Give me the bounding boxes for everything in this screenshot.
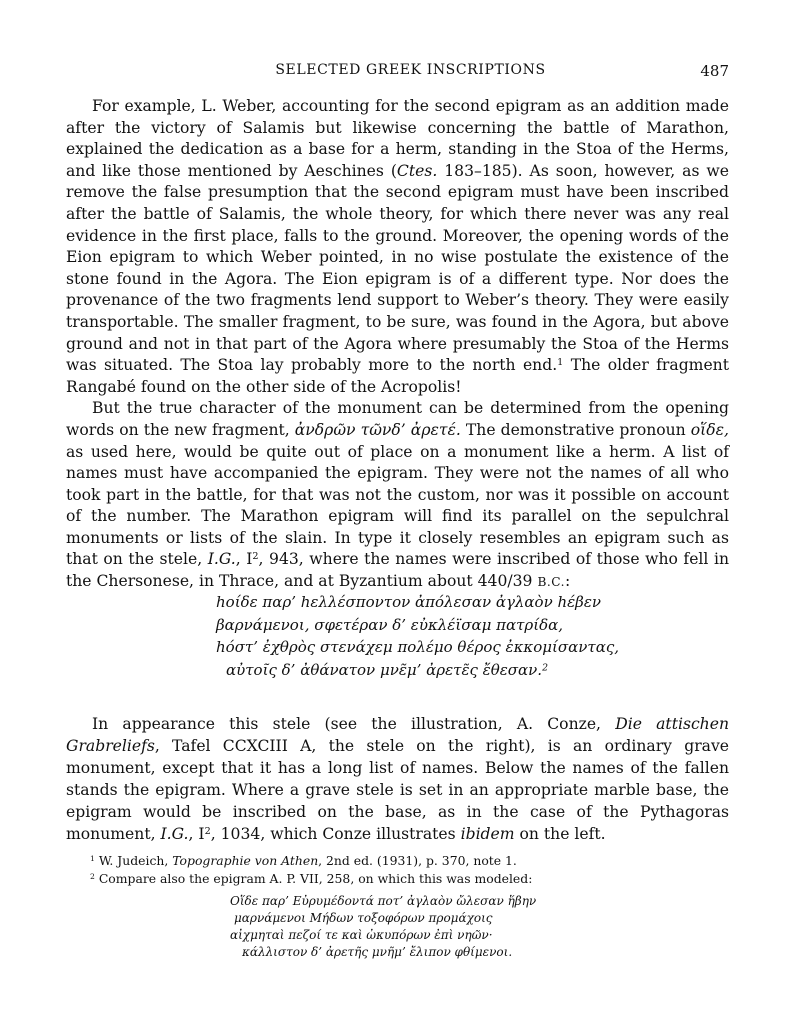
ig-superscript: 2	[252, 551, 259, 563]
paragraph-2-text-c: as used here, would be quite out of place on a monument like a herm. A list of names must have accompanied the epigram. They were not the names of all who took part in the battle, for that was not the custom, nor was it possible on account of the number. The Marathon epigram will find its parallel on the sepulchral monuments or lists of the slain. In type it closely resembles an epigram such as that on the stele,	[66, 442, 729, 569]
footnote-1-mark: 1	[90, 854, 95, 864]
footnote-1	[90, 852, 730, 870]
footnote-1-text-b: , 2nd ed. (1931), p. 370, note 1.	[318, 853, 517, 868]
main-text	[66, 96, 729, 594]
paragraph-1-text-c: The older fragment Rangabé found on the other side of the Acropolis!	[66, 356, 729, 396]
footnote-2	[90, 870, 730, 888]
footnote-epigram-line-2: μαρνάμενοι Μήδων τοξοφόρων προμάχοις	[234, 911, 493, 925]
paragraph-3-text-e: on the left.	[514, 824, 606, 843]
footnote-1-title: Topographie von Athen	[172, 853, 319, 868]
epigram-line-1: hοίδε παρ’ hελλέσποντον ἀπόλεσαν ἀγλαὸν hέβεν	[216, 593, 602, 611]
page-header	[92, 62, 729, 84]
running-head: SELECTED GREEK INSCRIPTIONS	[275, 62, 546, 78]
footnote-epigram	[230, 893, 590, 961]
paragraph-3	[66, 714, 729, 845]
footnote-1-text-a: W. Judeich,	[94, 853, 173, 868]
epigram-line-4-text: αὐτοῖς δ’ ἀθάνατον μνε̃μ’ ἀρετε̃ς ἔθεσαν.	[226, 660, 543, 679]
greek-word-hoide: οἵδε,	[690, 420, 729, 439]
book-title-grabreliefs: Die attischen Grabreliefs	[66, 715, 729, 755]
citation-ctes: Ctes.	[396, 161, 438, 180]
paragraph-2	[66, 398, 729, 593]
paragraph-3-text-c: , I	[188, 824, 205, 843]
paragraph-2-text-f: :	[564, 572, 571, 591]
main-text-continued	[66, 714, 729, 845]
ibidem: ibidem	[460, 824, 515, 843]
paragraph-2-text-a: But the true character of the monument can be determined from the opening words on the new fragment,	[66, 399, 729, 439]
footnote-epigram-line-3: αἰχμηταὶ πεζοί τε καὶ ὠκυπόρων ἐπὶ νηῶν·	[230, 928, 493, 942]
epigram-line-2: βαρνάμενοι, σφετέραν δ’ εὐκλέϊσαμ πατρίδα,	[216, 615, 564, 634]
paragraph-1-text-b: 183–185). As soon, however, as we remove the false presumption that the second epigram must have been inscribed after the battle of Salamis, the whole theory, for which there never was any real evidence in the first place, falls to the ground. Moreover, the opening words of the Eion epigram to which Weber pointed, in no wise postulate the existence of the stone found in the Agora. The Eion epigram is of a different type. Nor does the provenance of the two fragments lend support to Weber’s theory. They were easily transportable. The smaller fragment, to be sure, was found in the Agora, but above ground and not in that part of the Agora where presumably the Stoa of the Herms was situated. The Stoa lay probably more to the north end.	[66, 161, 729, 375]
epigram-line-4	[216, 659, 606, 682]
footnote-ref-1: 1	[557, 357, 564, 369]
paragraph-1-text-a: For example, L. Weber, accounting for the second epigram as an addition made after the victory of Salamis but likewise concerning the battle of Marathon, explained the dedication as a base for a herm, standing in the Stoa of the Herms, and like those mentioned by Aeschines (	[66, 97, 729, 180]
paragraph-2-text-d: , I	[235, 550, 253, 569]
greek-phrase-andron: ἀνδρῶν τῶνδ’ ἀρετέ.	[294, 420, 461, 439]
footnote-epigram-line-1: Οἵδε παρ’ Εὐρυμέδοντά ποτ’ ἀγλαὸν ὤλεσαν ἥβην	[230, 894, 537, 908]
citation-ig-2: I.G.	[160, 824, 189, 843]
paragraph-3-text-a: In appearance this stele (see the illustration, A. Conze,	[92, 715, 616, 733]
citation-ig: I.G.	[207, 550, 236, 569]
bc-abbrev: B.C.	[537, 575, 565, 590]
footnote-2-text: Compare also the epigram A. P. VII, 258, on which this was modeled:	[94, 871, 533, 886]
footnote-ref-2: 2	[542, 661, 548, 673]
footnote-epigram-line-4: κάλλιστον δ’ ἀρετῆς μνῆμ’ ἔλιπον φθίμενοι.	[242, 945, 513, 959]
ig-superscript-2: 2	[204, 825, 211, 837]
epigram-line-3: hόστ’ ἐχθρὸς στενάχεμ πολέμο θέρος ἐκκομίσαντας,	[216, 638, 620, 656]
paragraph-3-text-d: , 1034, which Conze illustrates	[210, 824, 461, 843]
footnote-2-mark: 2	[90, 872, 95, 882]
footnotes	[90, 852, 730, 888]
page-number: 487	[700, 62, 729, 80]
paragraph-3-text-b: , Tafel CCXCIII A, the stele on the right), is an ordinary grave monument, except that it has a long list of names. Below the names of the fallen stands the epigram. Where a grave stele is set in an appropriate marble base, the epigram would be inscribed on the base, as in the case of the Pythagoras monument,	[66, 736, 729, 843]
paragraph-2-text-e: , 943, where the names were inscribed of those who fell in the Chersonese, in Thrace, and at Byzantium about 440/39	[66, 550, 729, 591]
greek-epigram	[216, 591, 620, 681]
paragraph-2-text-b: The demonstrative pronoun	[460, 420, 691, 439]
paragraph-1	[66, 96, 729, 398]
